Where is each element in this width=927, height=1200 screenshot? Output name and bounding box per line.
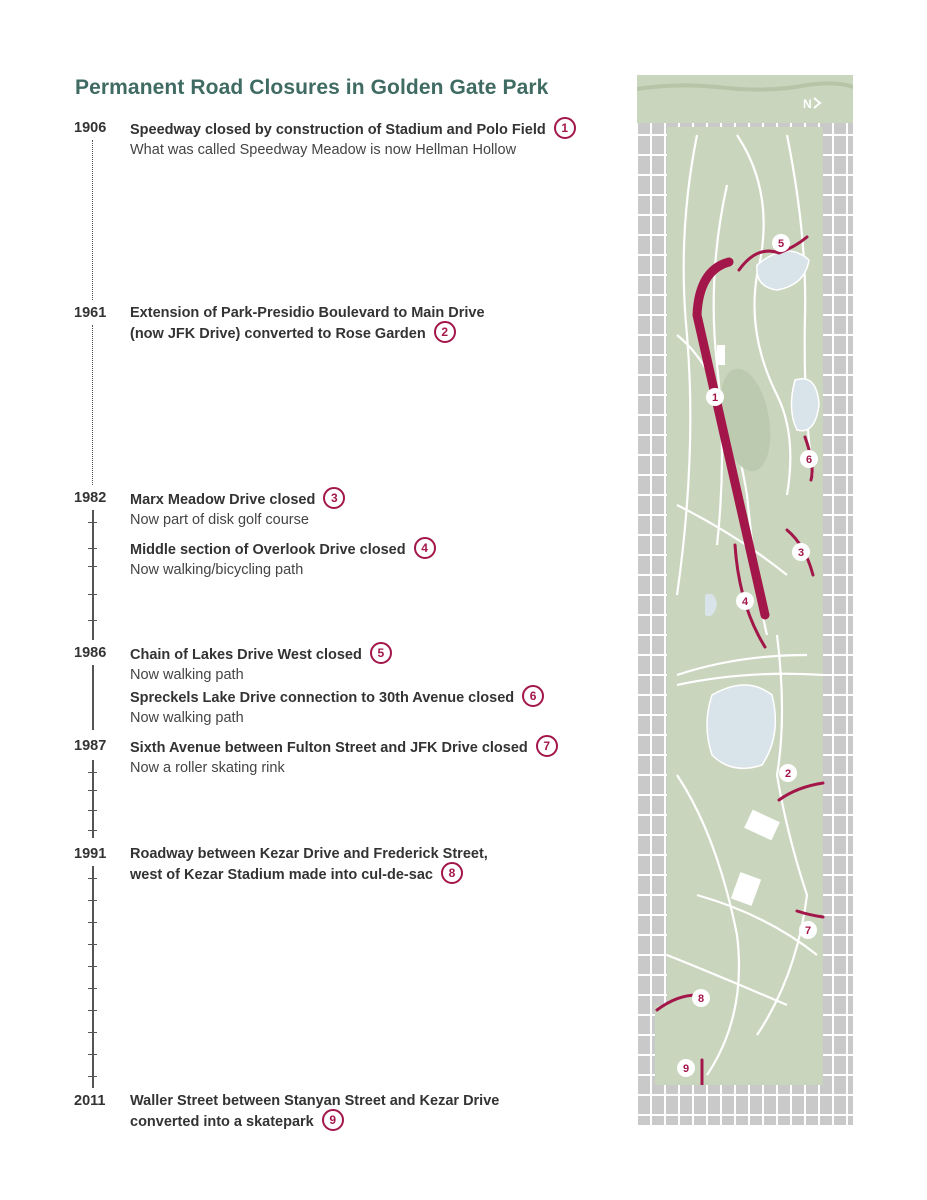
timeline-dotted-1906-1961 [92,140,93,300]
timeline-tick [88,772,97,773]
map-marker-6-label: 6 [805,454,813,466]
map-marker-9-label: 9 [682,1063,690,1075]
map-marker-1-label: 1 [711,392,719,404]
event-4 [130,539,436,580]
event-8-badge: 8 [441,862,463,884]
year-2011: 2011 [74,1093,106,1109]
timeline-tick [88,1032,97,1033]
north-arrow-label: N [803,97,812,111]
year-1987: 1987 [74,738,107,754]
event-2-title-line2: (now JFK Drive) converted to Rose Garden [130,325,426,342]
timeline-tick [88,566,97,567]
map-marker-4-label: 4 [741,596,749,608]
timeline-dotted-1961-1982 [92,325,93,485]
map-marker-5-label: 5 [777,238,785,250]
event-6 [130,687,544,728]
event-7-sub: Now a roller skating rink [130,760,285,776]
event-4-title: Middle section of Overlook Drive closed [130,541,406,558]
event-7 [130,737,558,778]
event-9-title-line1: Waller Street between Stanyan Street and Kezar Drive [130,1093,500,1109]
event-8 [130,845,488,886]
map-marker-8-label: 8 [697,993,705,1005]
year-1906: 1906 [74,120,107,136]
timeline-tick [88,1010,97,1011]
event-1-sub: What was called Speedway Meadow is now Hellman Hollow [130,142,517,158]
timeline-tick [88,944,97,945]
event-4-badge: 4 [414,537,436,559]
event-8-title-line1: Roadway between Kezar Drive and Frederick Street, [130,846,488,862]
event-5-title: Chain of Lakes Drive West closed [130,646,362,663]
timeline-solid-1986-1987 [92,665,94,730]
timeline-tick [88,548,97,549]
year-1982: 1982 [74,490,107,506]
year-1986: 1986 [74,645,107,661]
timeline-tick [88,900,97,901]
timeline-tick [88,966,97,967]
timeline-tick [88,790,97,791]
event-1-title: Speedway closed by construction of Stadium and Polo Field [130,121,546,138]
map-marker-7-label: 7 [804,925,812,937]
map-marker-3-label: 3 [797,547,805,559]
event-2 [130,304,485,345]
timeline-tick [88,1054,97,1055]
event-5-sub: Now walking path [130,667,244,683]
event-3 [130,489,345,530]
page-title: Permanent Road Closures in Golden Gate Park [75,76,549,99]
timeline-tick [88,988,97,989]
event-5 [130,644,392,685]
building-2 [717,345,725,365]
event-8-title-line2: west of Kezar Stadium made into cul-de-sac [130,866,433,883]
timeline-tick [88,594,97,595]
year-1961: 1961 [74,305,107,321]
event-6-sub: Now walking path [130,710,244,726]
event-1 [130,119,576,160]
event-3-title: Marx Meadow Drive closed [130,491,316,508]
event-3-sub: Now part of disk golf course [130,512,309,528]
event-5-badge: 5 [370,642,392,664]
timeline-tick [88,878,97,879]
event-6-badge: 6 [522,685,544,707]
event-7-badge: 7 [536,735,558,757]
event-3-badge: 3 [323,487,345,509]
event-4-sub: Now walking/bicycling path [130,562,304,578]
timeline-tick [88,620,97,621]
event-6-title: Spreckels Lake Drive connection to 30th Avenue closed [130,689,515,706]
event-7-title: Sixth Avenue between Fulton Street and JFK Drive closed [130,739,528,756]
timeline-tick [88,922,97,923]
timeline-tick [88,1076,97,1077]
event-9-badge: 9 [322,1109,344,1131]
event-9 [130,1092,499,1133]
park-map [637,75,853,1125]
lake-stow [707,685,775,768]
event-2-badge: 2 [434,321,456,343]
event-2-title-line1: Extension of Park-Presidio Boulevard to Main Drive [130,305,485,321]
city-blocks-south [637,1085,853,1125]
timeline-tick [88,830,97,831]
event-1-badge: 1 [554,117,576,139]
event-9-title-line2: converted into a skatepark [130,1113,314,1130]
map-marker-2-label: 2 [784,768,792,780]
timeline-tick [88,810,97,811]
timeline-tick [88,522,97,523]
year-1991: 1991 [74,846,107,862]
